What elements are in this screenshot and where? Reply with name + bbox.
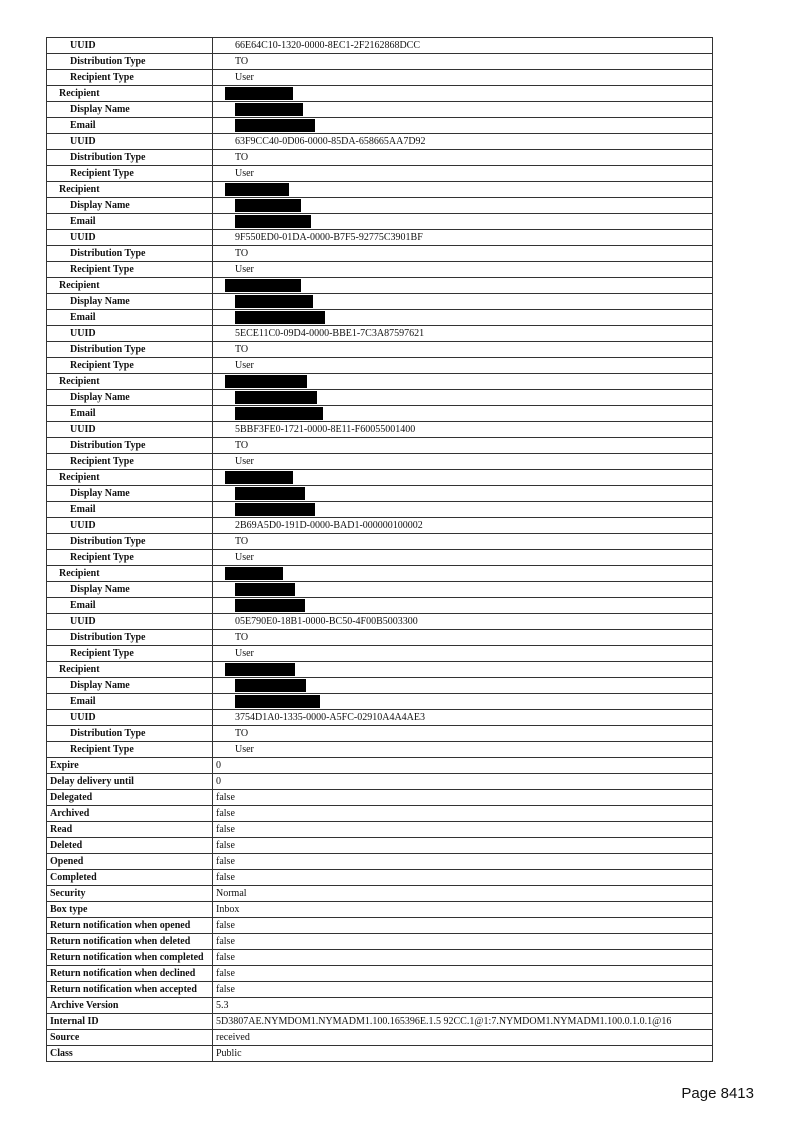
property-value: false bbox=[213, 950, 713, 966]
property-value: false bbox=[213, 822, 713, 838]
recipient-type-label: Recipient Type bbox=[47, 646, 213, 662]
table-row bbox=[47, 518, 713, 534]
recipient-type-label: Recipient Type bbox=[47, 262, 213, 278]
display-name-value-redacted bbox=[213, 582, 713, 598]
property-label: Return notification when accepted bbox=[47, 982, 213, 998]
table-row bbox=[47, 166, 713, 182]
property-label: Opened bbox=[47, 854, 213, 870]
email-value-redacted bbox=[213, 214, 713, 230]
property-value: false bbox=[213, 838, 713, 854]
table-row bbox=[47, 150, 713, 166]
recipient-value-redacted bbox=[213, 182, 713, 198]
property-value: false bbox=[213, 918, 713, 934]
table-row bbox=[47, 70, 713, 86]
property-value: false bbox=[213, 870, 713, 886]
distribution-type-value: TO bbox=[213, 342, 713, 358]
table-row bbox=[47, 438, 713, 454]
property-label: Source bbox=[47, 1030, 213, 1046]
display-name-label: Display Name bbox=[47, 294, 213, 310]
property-row bbox=[47, 902, 713, 918]
email-value-redacted bbox=[213, 118, 713, 134]
property-row bbox=[47, 966, 713, 982]
recipient-type-value: User bbox=[213, 550, 713, 566]
uuid-value: 66E64C10-1320-0000-8EC1-2F2162868DCC bbox=[213, 38, 713, 54]
uuid-label: UUID bbox=[47, 38, 213, 54]
redaction-bar bbox=[235, 487, 305, 500]
recipient-type-label: Recipient Type bbox=[47, 70, 213, 86]
uuid-label: UUID bbox=[47, 710, 213, 726]
property-value: false bbox=[213, 982, 713, 998]
recipient-type-value: User bbox=[213, 358, 713, 374]
table-row bbox=[47, 390, 713, 406]
redaction-bar bbox=[225, 279, 301, 292]
property-value: received bbox=[213, 1030, 713, 1046]
table-row bbox=[47, 598, 713, 614]
recipient-type-value: User bbox=[213, 262, 713, 278]
uuid-value: 9F550ED0-01DA-0000-B7F5-92775C3901BF bbox=[213, 230, 713, 246]
email-value-redacted bbox=[213, 502, 713, 518]
redaction-bar bbox=[235, 679, 306, 692]
recipient-label: Recipient bbox=[47, 278, 213, 294]
property-row bbox=[47, 758, 713, 774]
table-row bbox=[47, 54, 713, 70]
property-value: 5.3 bbox=[213, 998, 713, 1014]
table-row bbox=[47, 38, 713, 54]
property-row bbox=[47, 854, 713, 870]
distribution-type-value: TO bbox=[213, 630, 713, 646]
table-row bbox=[47, 502, 713, 518]
table-row bbox=[47, 262, 713, 278]
redaction-bar bbox=[225, 663, 295, 676]
distribution-type-value: TO bbox=[213, 54, 713, 70]
recipient-type-value: User bbox=[213, 742, 713, 758]
table-row bbox=[47, 582, 713, 598]
property-value: Inbox bbox=[213, 902, 713, 918]
property-row bbox=[47, 822, 713, 838]
display-name-value-redacted bbox=[213, 678, 713, 694]
uuid-label: UUID bbox=[47, 614, 213, 630]
uuid-value: 5ECE11C0-09D4-0000-BBE1-7C3A87597621 bbox=[213, 326, 713, 342]
email-label: Email bbox=[47, 406, 213, 422]
redaction-bar bbox=[235, 119, 315, 132]
email-value-redacted bbox=[213, 694, 713, 710]
table-row bbox=[47, 118, 713, 134]
email-label: Email bbox=[47, 118, 213, 134]
table-row bbox=[47, 422, 713, 438]
table-row bbox=[47, 326, 713, 342]
display-name-value-redacted bbox=[213, 390, 713, 406]
redaction-bar bbox=[225, 87, 293, 100]
property-label: Archived bbox=[47, 806, 213, 822]
property-row bbox=[47, 982, 713, 998]
uuid-value: 3754D1A0-1335-0000-A5FC-02910A4A4AE3 bbox=[213, 710, 713, 726]
recipient-row bbox=[47, 182, 713, 198]
distribution-type-value: TO bbox=[213, 534, 713, 550]
property-label: Security bbox=[47, 886, 213, 902]
property-label: Box type bbox=[47, 902, 213, 918]
redaction-bar bbox=[235, 311, 325, 324]
redaction-bar bbox=[235, 295, 313, 308]
email-label: Email bbox=[47, 310, 213, 326]
property-label: Deleted bbox=[47, 838, 213, 854]
display-name-value-redacted bbox=[213, 198, 713, 214]
recipient-value-redacted bbox=[213, 86, 713, 102]
property-row bbox=[47, 918, 713, 934]
distribution-type-label: Distribution Type bbox=[47, 630, 213, 646]
table-row bbox=[47, 534, 713, 550]
table-row bbox=[47, 614, 713, 630]
uuid-label: UUID bbox=[47, 326, 213, 342]
distribution-type-value: TO bbox=[213, 246, 713, 262]
email-label: Email bbox=[47, 598, 213, 614]
recipient-row bbox=[47, 470, 713, 486]
redaction-bar bbox=[235, 583, 295, 596]
property-row bbox=[47, 1014, 713, 1030]
property-value: 5D3807AE.NYMDOM1.NYMADM1.100.165396E.1.5 92CC.1@1:7.NYMDOM1.NYMADM1.100.0.1.0.1@16 bbox=[213, 1014, 713, 1030]
distribution-type-label: Distribution Type bbox=[47, 150, 213, 166]
property-label: Return notification when completed bbox=[47, 950, 213, 966]
property-row bbox=[47, 998, 713, 1014]
distribution-type-label: Distribution Type bbox=[47, 534, 213, 550]
property-label: Delay delivery until bbox=[47, 774, 213, 790]
uuid-label: UUID bbox=[47, 422, 213, 438]
recipient-row bbox=[47, 566, 713, 582]
recipient-label: Recipient bbox=[47, 566, 213, 582]
display-name-label: Display Name bbox=[47, 582, 213, 598]
table-row bbox=[47, 646, 713, 662]
table-row bbox=[47, 630, 713, 646]
redaction-bar bbox=[235, 599, 305, 612]
recipient-type-label: Recipient Type bbox=[47, 550, 213, 566]
redaction-bar bbox=[225, 375, 307, 388]
property-value: 0 bbox=[213, 774, 713, 790]
recipient-type-value: User bbox=[213, 70, 713, 86]
recipient-row bbox=[47, 86, 713, 102]
recipient-label: Recipient bbox=[47, 662, 213, 678]
uuid-value: 5BBF3FE0-1721-0000-8E11-F60055001400 bbox=[213, 422, 713, 438]
recipient-type-label: Recipient Type bbox=[47, 454, 213, 470]
property-value: false bbox=[213, 966, 713, 982]
distribution-type-value: TO bbox=[213, 438, 713, 454]
recipient-label: Recipient bbox=[47, 470, 213, 486]
redaction-bar bbox=[235, 695, 320, 708]
recipient-row bbox=[47, 374, 713, 390]
table-row bbox=[47, 726, 713, 742]
property-row bbox=[47, 790, 713, 806]
document-page bbox=[46, 37, 713, 1062]
table-row bbox=[47, 486, 713, 502]
redaction-bar bbox=[225, 471, 293, 484]
table-row bbox=[47, 230, 713, 246]
property-row bbox=[47, 774, 713, 790]
redaction-bar bbox=[235, 199, 301, 212]
recipient-value-redacted bbox=[213, 374, 713, 390]
email-label: Email bbox=[47, 502, 213, 518]
property-label: Internal ID bbox=[47, 1014, 213, 1030]
display-name-value-redacted bbox=[213, 102, 713, 118]
recipient-label: Recipient bbox=[47, 86, 213, 102]
distribution-type-value: TO bbox=[213, 150, 713, 166]
uuid-value: 05E790E0-18B1-0000-BC50-4F00B5003300 bbox=[213, 614, 713, 630]
distribution-type-label: Distribution Type bbox=[47, 342, 213, 358]
property-row bbox=[47, 1046, 713, 1062]
page-number: Page 8413 bbox=[681, 1085, 754, 1102]
property-label: Return notification when opened bbox=[47, 918, 213, 934]
distribution-type-label: Distribution Type bbox=[47, 726, 213, 742]
display-name-label: Display Name bbox=[47, 678, 213, 694]
property-row bbox=[47, 838, 713, 854]
property-label: Read bbox=[47, 822, 213, 838]
email-value-redacted bbox=[213, 598, 713, 614]
property-row bbox=[47, 1030, 713, 1046]
property-value: false bbox=[213, 934, 713, 950]
property-row bbox=[47, 950, 713, 966]
recipient-type-label: Recipient Type bbox=[47, 742, 213, 758]
table-row bbox=[47, 550, 713, 566]
uuid-value: 63F9CC40-0D06-0000-85DA-658665AA7D92 bbox=[213, 134, 713, 150]
recipient-label: Recipient bbox=[47, 374, 213, 390]
property-label: Class bbox=[47, 1046, 213, 1062]
recipient-row bbox=[47, 278, 713, 294]
table-row bbox=[47, 246, 713, 262]
table-row bbox=[47, 102, 713, 118]
email-value-redacted bbox=[213, 310, 713, 326]
uuid-label: UUID bbox=[47, 518, 213, 534]
table-row bbox=[47, 342, 713, 358]
recipient-value-redacted bbox=[213, 470, 713, 486]
email-value-redacted bbox=[213, 406, 713, 422]
table-row bbox=[47, 198, 713, 214]
property-value: false bbox=[213, 854, 713, 870]
property-row bbox=[47, 886, 713, 902]
property-value: Public bbox=[213, 1046, 713, 1062]
uuid-label: UUID bbox=[47, 134, 213, 150]
redaction-bar bbox=[225, 183, 289, 196]
display-name-value-redacted bbox=[213, 294, 713, 310]
display-name-label: Display Name bbox=[47, 390, 213, 406]
display-name-label: Display Name bbox=[47, 486, 213, 502]
distribution-type-label: Distribution Type bbox=[47, 438, 213, 454]
property-row bbox=[47, 870, 713, 886]
property-label: Return notification when deleted bbox=[47, 934, 213, 950]
recipient-row bbox=[47, 662, 713, 678]
email-label: Email bbox=[47, 694, 213, 710]
table-row bbox=[47, 694, 713, 710]
property-label: Delegated bbox=[47, 790, 213, 806]
table-row bbox=[47, 406, 713, 422]
recipient-value-redacted bbox=[213, 662, 713, 678]
recipient-type-label: Recipient Type bbox=[47, 166, 213, 182]
recipient-value-redacted bbox=[213, 566, 713, 582]
display-name-value-redacted bbox=[213, 486, 713, 502]
redaction-bar bbox=[235, 103, 303, 116]
redaction-bar bbox=[235, 503, 315, 516]
recipient-type-value: User bbox=[213, 646, 713, 662]
email-label: Email bbox=[47, 214, 213, 230]
distribution-type-label: Distribution Type bbox=[47, 54, 213, 70]
display-name-label: Display Name bbox=[47, 198, 213, 214]
table-row bbox=[47, 742, 713, 758]
property-row bbox=[47, 934, 713, 950]
table-row bbox=[47, 310, 713, 326]
table-row bbox=[47, 710, 713, 726]
redaction-bar bbox=[235, 407, 323, 420]
property-value: 0 bbox=[213, 758, 713, 774]
property-row bbox=[47, 806, 713, 822]
property-value: false bbox=[213, 790, 713, 806]
uuid-value: 2B69A5D0-191D-0000-BAD1-000000100002 bbox=[213, 518, 713, 534]
property-value: Normal bbox=[213, 886, 713, 902]
display-name-label: Display Name bbox=[47, 102, 213, 118]
recipient-type-label: Recipient Type bbox=[47, 358, 213, 374]
redaction-bar bbox=[235, 215, 311, 228]
table-row bbox=[47, 678, 713, 694]
table-row bbox=[47, 134, 713, 150]
redaction-bar bbox=[235, 391, 317, 404]
message-properties-table bbox=[46, 37, 713, 1062]
table-row bbox=[47, 294, 713, 310]
distribution-type-value: TO bbox=[213, 726, 713, 742]
uuid-label: UUID bbox=[47, 230, 213, 246]
recipient-value-redacted bbox=[213, 278, 713, 294]
table-row bbox=[47, 358, 713, 374]
property-label: Archive Version bbox=[47, 998, 213, 1014]
recipient-label: Recipient bbox=[47, 182, 213, 198]
table-row bbox=[47, 454, 713, 470]
redaction-bar bbox=[225, 567, 283, 580]
property-label: Return notification when declined bbox=[47, 966, 213, 982]
table-row bbox=[47, 214, 713, 230]
property-value: false bbox=[213, 806, 713, 822]
recipient-type-value: User bbox=[213, 166, 713, 182]
property-label: Completed bbox=[47, 870, 213, 886]
distribution-type-label: Distribution Type bbox=[47, 246, 213, 262]
recipient-type-value: User bbox=[213, 454, 713, 470]
property-label: Expire bbox=[47, 758, 213, 774]
